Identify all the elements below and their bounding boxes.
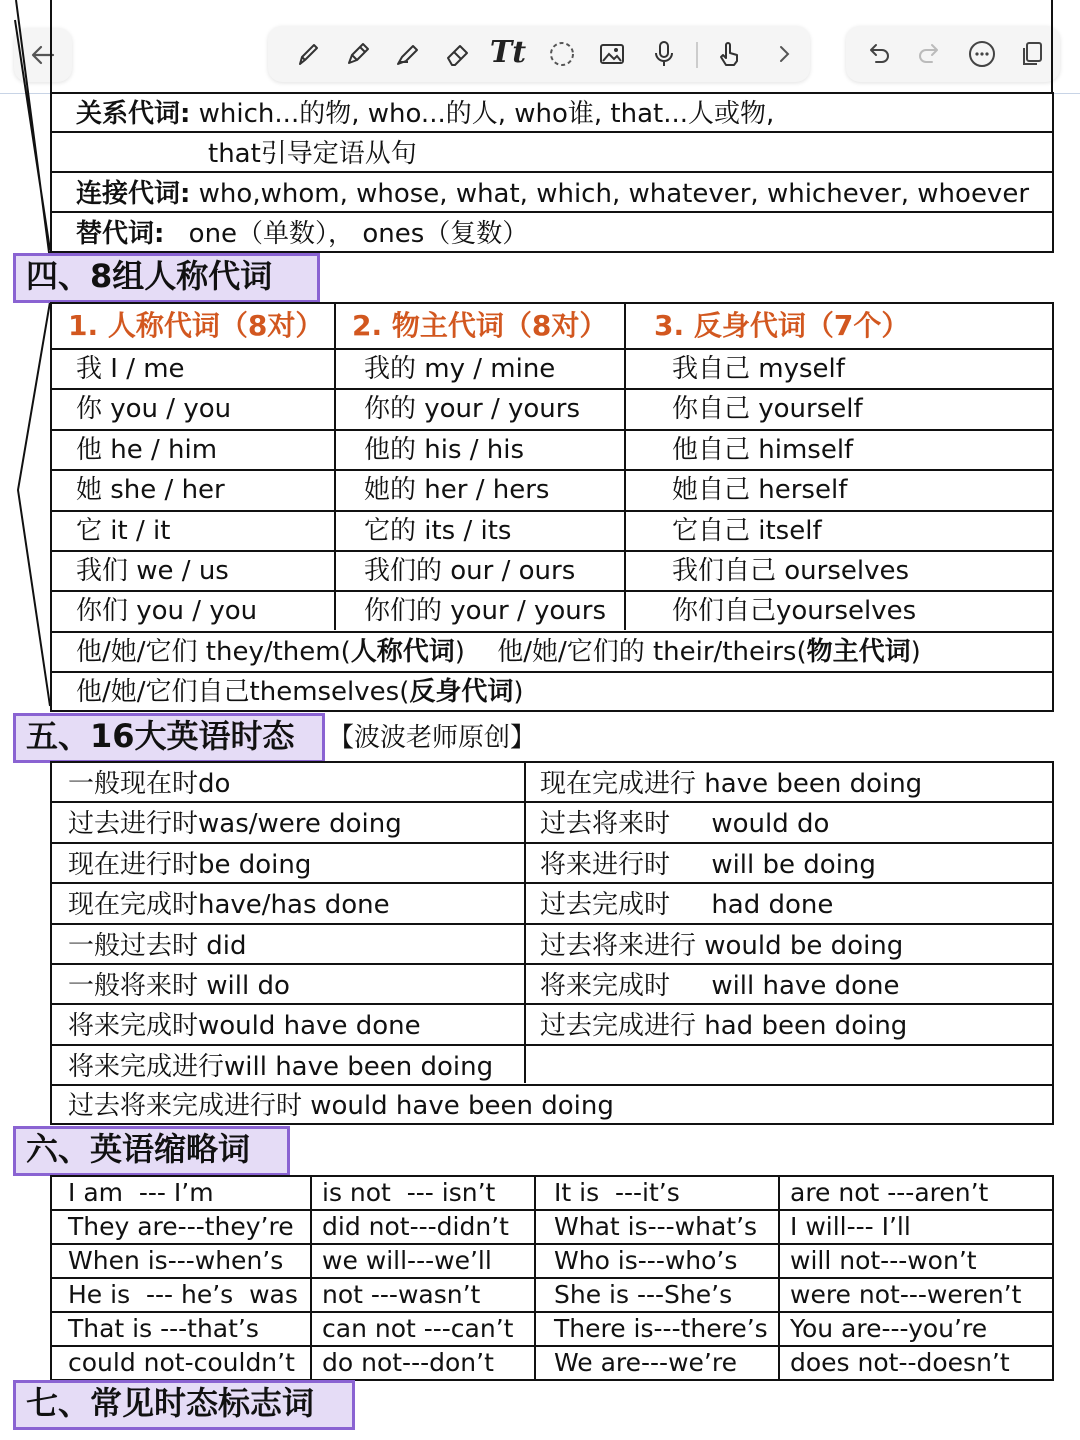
they-possessive-text: 他/她/它们的 their/theirs( xyxy=(497,637,807,667)
section-title-5: 五、16大英语时态 xyxy=(13,713,325,763)
contraction-cell: What is---what’s xyxy=(554,1212,758,1241)
section-5-note: 【波波老师原创】 xyxy=(328,723,537,753)
contraction-cell: we will---we’ll xyxy=(322,1246,492,1275)
reflexive-pronoun-cell: 我们自己 ourselves xyxy=(672,556,910,586)
contraction-cell: could not-couldn’t xyxy=(68,1348,295,1377)
personal-pronoun-cell: 你们 you / you xyxy=(76,596,258,626)
personal-pronoun-cell: 我 I / me xyxy=(76,354,185,384)
they-reflexive-text: 他/她/它们自己themselves( xyxy=(76,677,410,707)
col-divider xyxy=(624,302,626,630)
row-divider xyxy=(50,348,1054,350)
reflexive-pronoun-cell: 你们自己yourselves xyxy=(672,596,917,626)
tense-right-cell: 将来进行时 will be doing xyxy=(540,850,876,880)
conjunctive-pronoun-text: who,whom, whose, what, which, whatever, whichever, whoever xyxy=(198,179,1030,209)
row-divider xyxy=(50,429,1054,431)
tense-left-cell: 将来完成时would have done xyxy=(68,1011,421,1041)
tense-left-cell: 现在完成时have/has done xyxy=(68,890,390,920)
paren: ) xyxy=(910,637,921,667)
contraction-cell: When is---when’s xyxy=(68,1246,284,1275)
row-divider xyxy=(50,131,1054,133)
personal-pronoun-cell: 它 it / it xyxy=(76,516,171,546)
pen-icon[interactable] xyxy=(290,36,326,72)
row-divider xyxy=(50,842,1054,844)
substitute-pronoun-label: 替代词: xyxy=(76,219,165,249)
they-personal-label: 人称代词 xyxy=(350,637,455,667)
row-divider xyxy=(50,1084,1054,1086)
col-divider xyxy=(334,302,336,630)
header-personal: 1. 人称代词（8对） xyxy=(68,309,324,342)
conjunctive-pronoun-row xyxy=(76,178,1029,210)
they-reflexive-row xyxy=(76,676,524,708)
personal-pronoun-cell: 她 she / her xyxy=(76,475,225,505)
section-title-4: 四、8组人称代词 xyxy=(13,253,320,303)
header-reflexive: 3. 反身代词（7个） xyxy=(654,309,910,342)
tense-right-cell: 过去完成时 had done xyxy=(540,890,834,920)
col-divider xyxy=(524,761,526,1083)
possessive-pronoun-cell: 她的 her / hers xyxy=(364,475,550,505)
possessive-pronoun-cell: 我们的 our / ours xyxy=(364,556,576,586)
contraction-cell: You are---you’re xyxy=(790,1314,988,1343)
highlighter-icon[interactable] xyxy=(390,36,426,72)
conjunctive-pronoun-label: 连接代词: xyxy=(76,179,191,209)
relative-pronoun-row xyxy=(76,98,774,130)
contraction-cell: There is---there’s xyxy=(554,1314,768,1343)
possessive-pronoun-cell: 你的 your / yours xyxy=(364,394,581,424)
personal-pronoun-cell: 我们 we / us xyxy=(76,556,229,586)
contraction-cell: She is ---She’s xyxy=(554,1280,733,1309)
contraction-cell: did not---didn’t xyxy=(322,1212,509,1241)
tense-left-cell: 将来完成进行will have been doing xyxy=(68,1052,494,1082)
personal-pronoun-cell: 你 you / you xyxy=(76,394,232,424)
contraction-cell: That is ---that’s xyxy=(68,1314,259,1343)
contraction-cell: are not ---aren’t xyxy=(790,1178,989,1207)
row-divider xyxy=(50,882,1054,884)
table-border xyxy=(1051,0,1053,94)
pages-icon[interactable] xyxy=(1014,36,1050,72)
section-title-6: 六、英语缩略词 xyxy=(13,1126,290,1176)
tense-left-cell: 一般将来时 will do xyxy=(68,971,290,1001)
row-divider xyxy=(50,1003,1054,1005)
toolbar-divider xyxy=(696,42,698,68)
reflexive-pronoun-cell: 它自己 itself xyxy=(672,516,822,546)
contraction-cell: can not ---can’t xyxy=(322,1314,514,1343)
tense-last-row: 过去将来完成进行时 would have been doing xyxy=(68,1091,614,1121)
reflexive-pronoun-cell: 她自己 herself xyxy=(672,475,848,505)
chevron-right-icon[interactable] xyxy=(766,36,802,72)
reflexive-pronoun-cell: 我自己 myself xyxy=(672,354,845,384)
microphone-icon[interactable] xyxy=(646,36,682,72)
tense-left-cell: 一般现在时do xyxy=(68,769,231,799)
contraction-cell: They are---they’re xyxy=(68,1212,294,1241)
contraction-cell: He is --- he’s was xyxy=(68,1280,298,1309)
row-divider xyxy=(50,801,1054,803)
section-title-7: 七、常见时态标志词 xyxy=(13,1380,355,1430)
row-divider xyxy=(50,631,1054,633)
contraction-cell: not ---wasn’t xyxy=(322,1280,481,1309)
paren: ) xyxy=(513,677,524,707)
drawing-tools-bar xyxy=(268,26,810,82)
substitute-pronoun-row xyxy=(76,218,528,250)
row-divider xyxy=(50,590,1054,592)
table-border xyxy=(50,0,52,94)
relative-pronoun-label: 关系代词: xyxy=(76,99,191,129)
contraction-cell: Who is---who’s xyxy=(554,1246,738,1275)
contraction-cell: is not --- isn’t xyxy=(322,1178,496,1207)
substitute-pronoun-text: one（单数）， ones（复数） xyxy=(188,219,529,249)
tense-left-cell: 现在进行时be doing xyxy=(68,850,312,880)
paren: ) xyxy=(454,637,465,667)
image-icon[interactable] xyxy=(594,36,630,72)
relative-pronoun-text-cont: that引导定语从句 xyxy=(208,139,417,169)
contraction-cell: do not---don’t xyxy=(322,1348,494,1377)
undo-icon[interactable] xyxy=(860,36,896,72)
row-divider xyxy=(50,550,1054,552)
tense-right-cell: 将来完成时 will have done xyxy=(540,971,900,1001)
row-divider xyxy=(50,1044,1054,1046)
contraction-cell: I will--- I’ll xyxy=(790,1212,911,1241)
contraction-cell: does not--doesn’t xyxy=(790,1348,1010,1377)
tense-left-cell: 一般过去时 did xyxy=(68,931,247,961)
contraction-cell: were not---weren’t xyxy=(790,1280,1022,1309)
tense-right-cell: 过去将来进行 would be doing xyxy=(540,931,904,961)
redo-icon[interactable] xyxy=(912,36,948,72)
contraction-cell: We are---we’re xyxy=(554,1348,737,1377)
possessive-pronoun-cell: 它的 its / its xyxy=(364,516,512,546)
lasso-icon[interactable] xyxy=(544,36,580,72)
hand-pointer-icon[interactable] xyxy=(712,36,748,72)
row-divider xyxy=(50,388,1054,390)
row-divider xyxy=(50,469,1054,471)
tense-left-cell: 过去进行时was/were doing xyxy=(68,809,402,839)
they-possessive-label: 物主代词 xyxy=(806,637,911,667)
row-divider xyxy=(50,171,1054,173)
header-possessive: 2. 物主代词（8对） xyxy=(352,309,608,342)
tense-right-cell: 过去将来时 would do xyxy=(540,809,830,839)
personal-pronoun-cell: 他 he / him xyxy=(76,435,218,465)
they-reflexive-label: 反身代词 xyxy=(409,677,514,707)
contraction-cell: I am --- I’m xyxy=(68,1178,214,1207)
eraser-icon[interactable] xyxy=(440,36,476,72)
pencil-icon[interactable] xyxy=(340,36,376,72)
row-divider xyxy=(50,211,1054,213)
possessive-pronoun-cell: 他的 his / his xyxy=(364,435,525,465)
app-toolbar xyxy=(0,0,1080,94)
tense-right-cell: 现在完成进行 have been doing xyxy=(540,769,923,799)
row-divider xyxy=(50,963,1054,965)
possessive-pronoun-cell: 我的 my / mine xyxy=(364,354,556,384)
tense-right-cell: 过去完成进行 had been doing xyxy=(540,1011,908,1041)
possessive-pronoun-cell: 你们的 your / yours xyxy=(364,596,607,626)
contraction-cell: will not---won’t xyxy=(790,1246,977,1275)
reflexive-pronoun-cell: 他自己 himself xyxy=(672,435,854,465)
document-tools-bar xyxy=(846,26,1060,82)
contraction-cell: It is ---it’s xyxy=(554,1178,680,1207)
text-tool-icon[interactable]: Tt xyxy=(489,34,527,70)
relative-pronoun-text: which...的物, who...的人, who谁, that...人或物, xyxy=(198,99,775,129)
row-divider xyxy=(50,923,1054,925)
they-pronoun-row xyxy=(76,636,921,668)
row-divider xyxy=(50,510,1054,512)
row-divider xyxy=(50,671,1054,673)
they-personal-text: 他/她/它们 they/them( xyxy=(76,637,351,667)
more-icon[interactable] xyxy=(964,36,1000,72)
reflexive-pronoun-cell: 你自己 yourself xyxy=(672,394,863,424)
